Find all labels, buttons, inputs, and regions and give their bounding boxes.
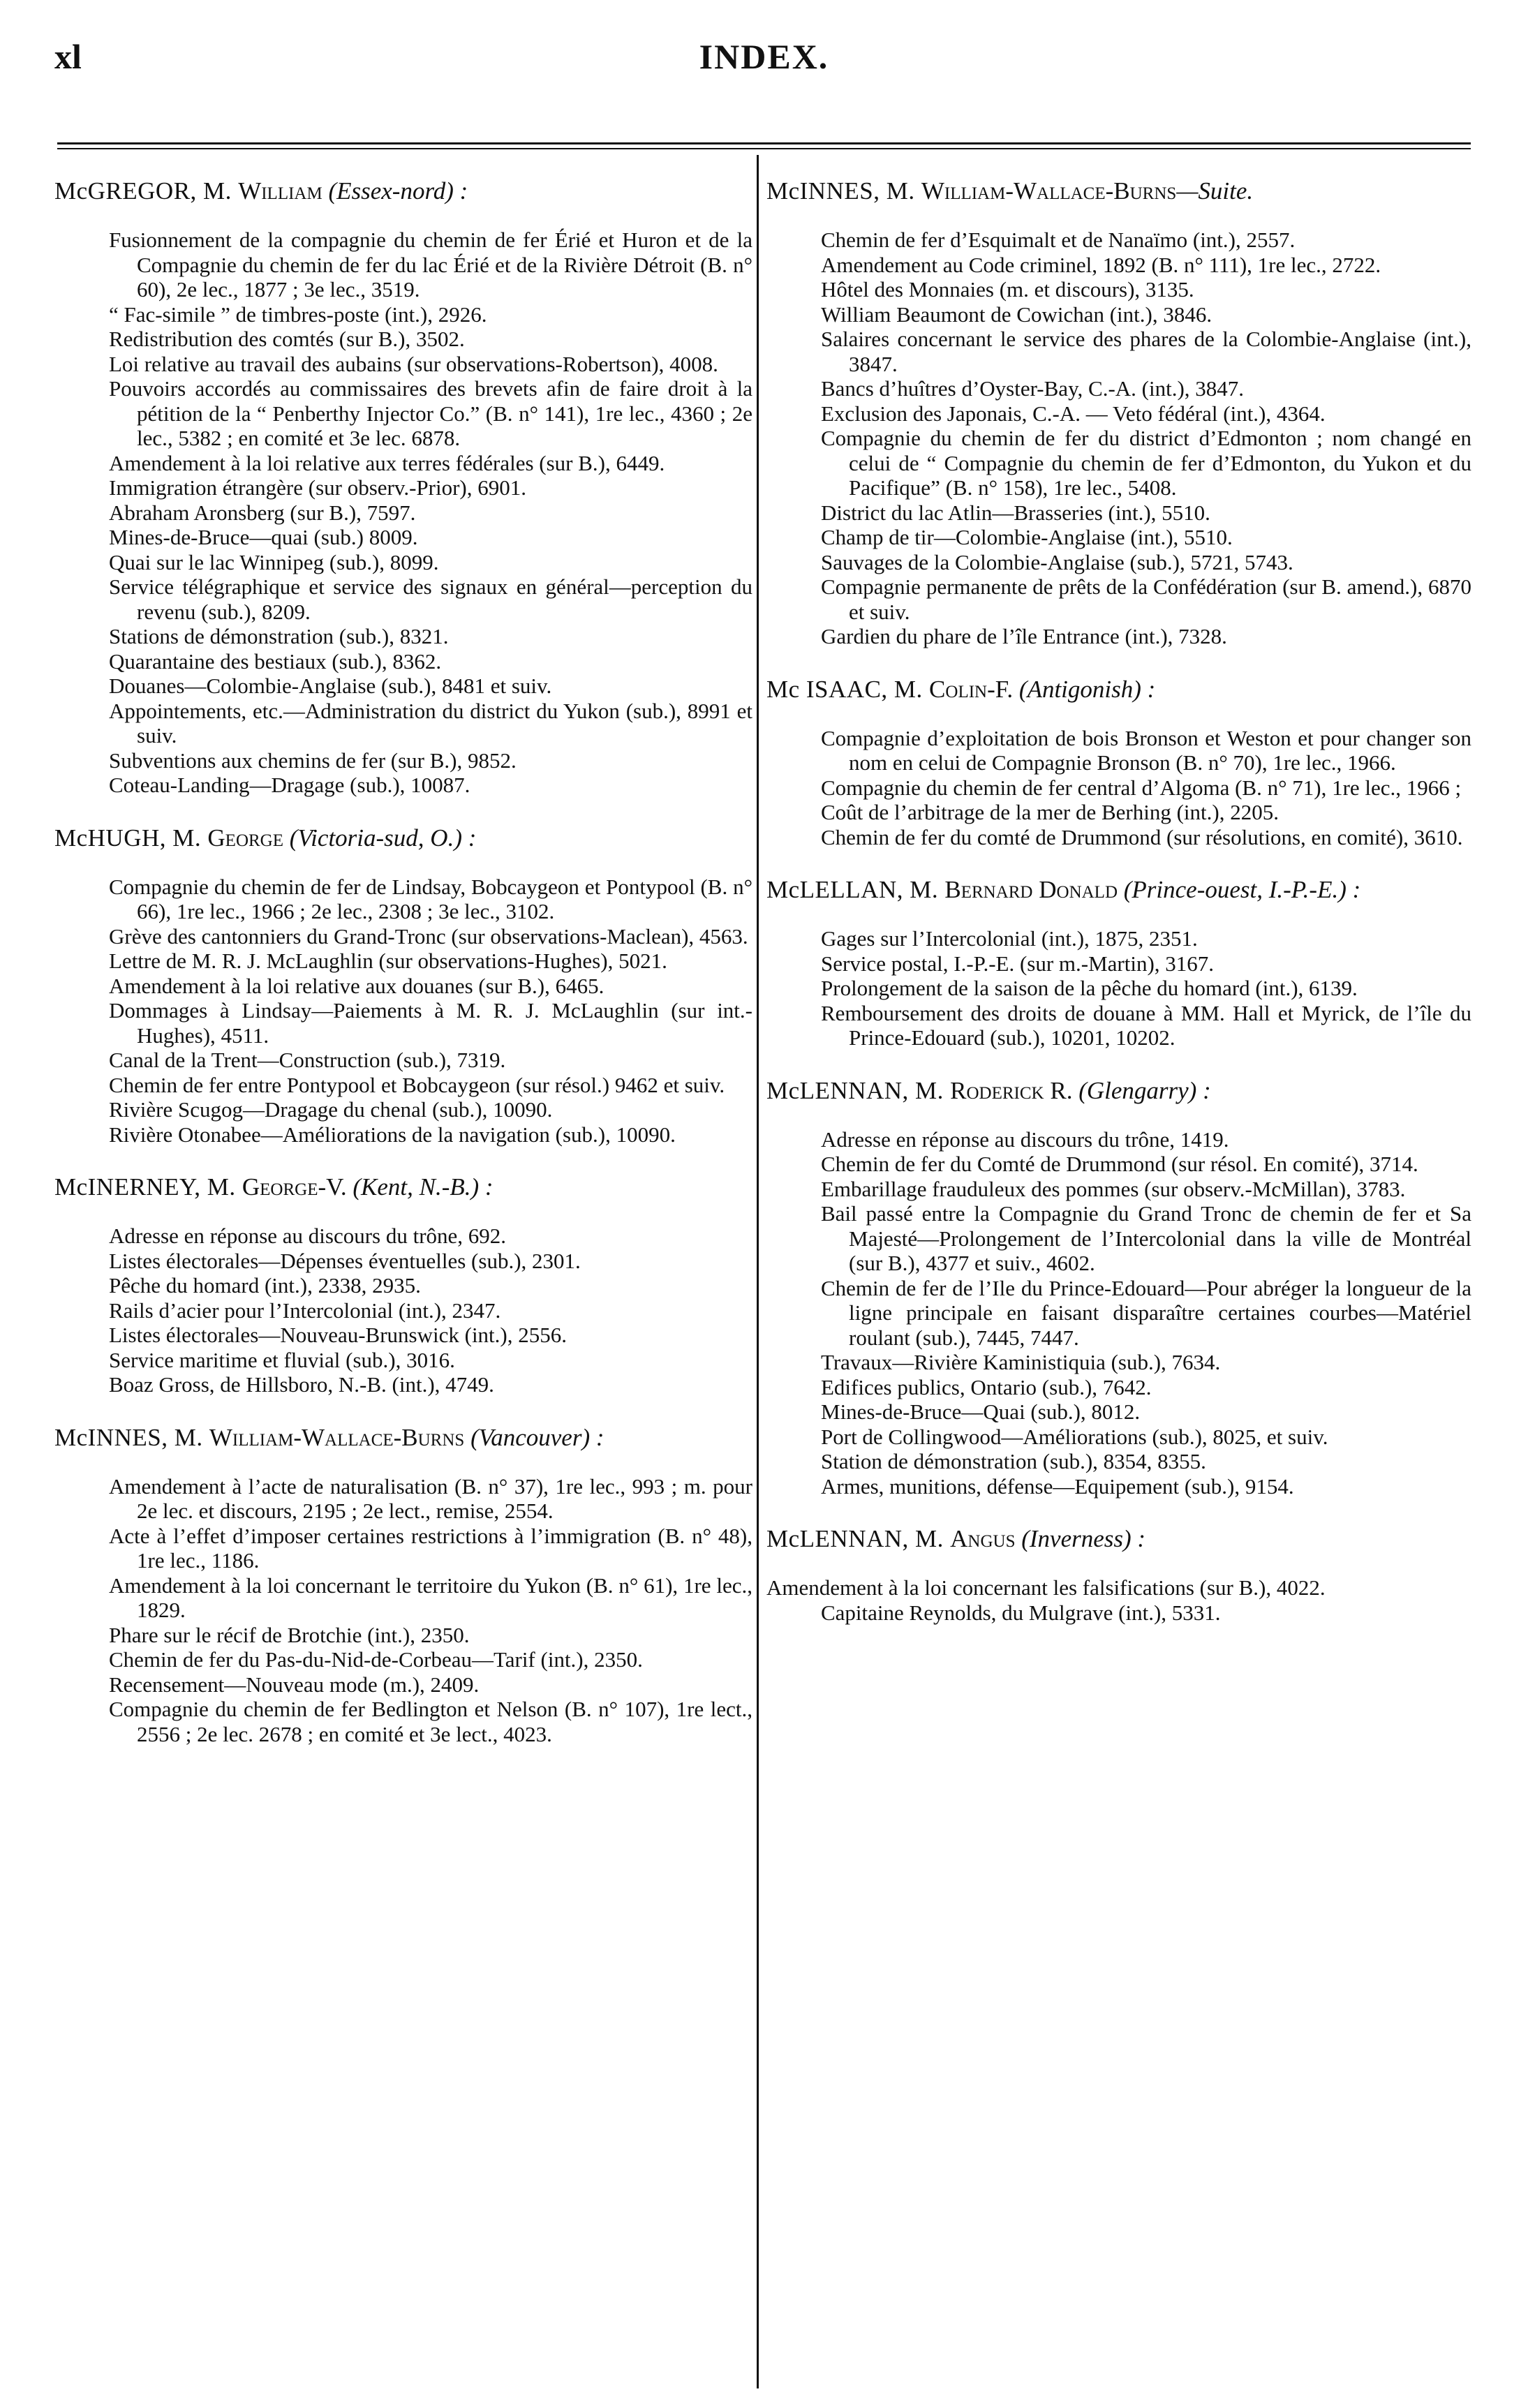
index-item: Service postal, I.-P.-E. (sur m.-Martin), 3167.	[821, 951, 1215, 976]
member-surname: McINNES, M.	[766, 177, 921, 205]
entry-items	[54, 875, 752, 1147]
entry-heading	[766, 1076, 1471, 1106]
index-item: Rivière Scugog—Dragage du chenal (sub.), 10090.	[109, 1097, 553, 1122]
member-given-name: Angus	[950, 1525, 1016, 1552]
index-item: Boaz Gross, de Hillsboro, N.-B. (int.), 4749.	[109, 1372, 494, 1397]
index-item: Chemin de fer du Pas-du-Nid-de-Corbeau—Tarif (int.), 2350.	[109, 1647, 643, 1672]
member-surname: McHUGH, M.	[54, 824, 208, 852]
index-item: Chemin de fer de l’Ile du Prince-Edouard—Pour abréger la longueur de la ligne principale en faisant disparaître certaines courbes—Matériel roulant (sub.), 7445, 7447.	[821, 1275, 1471, 1350]
index-item: Listes électorales—Dépenses éventuelles (sub.), 2301.	[109, 1248, 581, 1273]
member-surname: McINNES, M.	[54, 1423, 209, 1451]
entry-heading	[766, 674, 1471, 705]
member-surname: McGREGOR, M.	[54, 177, 239, 205]
entry-items	[766, 1575, 1471, 1625]
member-riding: (Prince-ouest, I.-P.-E.) :	[1118, 876, 1361, 903]
index-item: Armes, munitions, défense—Equipement (sub.), 9154.	[821, 1473, 1294, 1499]
index-item: Grève des cantonniers du Grand-Tronc (sur observations-Maclean), 4563.	[109, 923, 748, 949]
entry-heading	[54, 176, 752, 207]
index-item: Sauvages de la Colombie-Anglaise (sub.), 5721, 5743.	[821, 549, 1293, 574]
entry-heading	[54, 1422, 752, 1453]
index-item: Remboursement des droits de douane à MM. Hall et Myrick, de l’île du Prince-Edouard (sub.), 10201, 10202.	[821, 1000, 1471, 1050]
index-item: Dommages à Lindsay—Paiements à M. R. J. McLaughlin (sur int.-Hughes), 4511.	[109, 998, 752, 1048]
index-item: Fusionnement de la compagnie du chemin de fer Érié et Huron et de la Compagnie du chemin de fer du lac Érié et de la Rivière Détroit (B. n° 60), 2e lec., 1877 ; 3e lec., 3519.	[109, 228, 752, 302]
index-item: Adresse en réponse au discours du trône, 692.	[109, 1224, 507, 1248]
entry-items	[54, 228, 752, 798]
index-item: Champ de tir—Colombie-Anglaise (int.), 5510.	[821, 525, 1233, 549]
left-column	[54, 176, 752, 1771]
index-entry	[54, 176, 752, 798]
member-riding: (Vancouver) :	[464, 1423, 604, 1451]
entry-items	[766, 228, 1471, 649]
index-item: Station de démonstration (sub.), 8354, 8355.	[821, 1449, 1206, 1473]
index-entry	[766, 674, 1471, 850]
index-item: Port de Collingwood—Améliorations (sub.), 8025, et suiv.	[821, 1424, 1328, 1449]
index-entry	[54, 1172, 752, 1397]
entry-heading	[54, 1172, 752, 1203]
index-item: Bail passé entre la Compagnie du Grand Tronc de chemin de fer et Sa Majesté—Prolongement de l’Intercolonial dans la ville de Montréal (sur B.), 4377 et suiv., 4602.	[821, 1201, 1471, 1275]
index-item: Chemin de fer entre Pontypool et Bobcaygeon (sur résol.) 9462 et suiv.	[109, 1072, 725, 1097]
member-surname: McLELLAN, M.	[766, 876, 945, 903]
member-given-name: Colin-F.	[929, 675, 1014, 703]
entry-heading	[766, 1524, 1471, 1554]
index-item: Rivière Otonabee—Améliorations de la navigation (sub.), 10090.	[109, 1122, 676, 1147]
member-given-name: William	[238, 177, 322, 205]
index-entry	[54, 1422, 752, 1747]
member-given-name: William-Wallace-Burns	[921, 177, 1177, 205]
index-item: Travaux—Rivière Kaministiquia (sub.), 7634.	[821, 1350, 1221, 1374]
entry-items	[54, 1224, 752, 1397]
member-riding: —Suite.	[1176, 177, 1254, 205]
member-riding: (Glengarry) :	[1072, 1076, 1211, 1104]
index-item: Listes électorales—Nouveau-Brunswick (int.), 2556.	[109, 1323, 567, 1347]
index-item: Compagnie du chemin de fer du district d’Edmonton ; nom changé en celui de “ Compagnie du chemin de fer d’Edmonton, du Yukon et du Pacifique” (B. n° 158), 1re lec., 5408.	[821, 426, 1471, 500]
index-item: Compagnie d’exploitation de bois Bronson et Weston et pour changer son nom en celui de Compagnie Bronson (B. n° 70), 1re lec., 1966.	[821, 725, 1471, 775]
index-item: Acte à l’effet d’imposer certaines restrictions à l’immigration (B. n° 48), 1re lec., 1186.	[109, 1523, 752, 1573]
index-item: Gardien du phare de l’île Entrance (int.), 7328.	[821, 624, 1227, 648]
index-entry	[766, 1524, 1471, 1625]
entry-items	[766, 726, 1471, 850]
member-surname: McINERNEY, M.	[54, 1173, 242, 1201]
index-item: Lettre de M. R. J. McLaughlin (sur observations-Hughes), 5021.	[109, 949, 667, 973]
header-rule-secondary	[57, 148, 1471, 149]
index-item: Edifices publics, Ontario (sub.), 7642.	[821, 1374, 1152, 1399]
index-item: Recensement—Nouveau mode (m.), 2409.	[109, 1672, 480, 1697]
entry-heading	[766, 176, 1471, 207]
member-given-name: William-Wallace-Burns	[209, 1423, 465, 1451]
index-item: Pêche du homard (int.), 2338, 2935.	[109, 1273, 421, 1298]
index-item: Redistribution des comtés (sur B.), 3502.	[109, 327, 465, 351]
member-given-name: Bernard Donald	[944, 876, 1118, 903]
index-item: Chemin de fer du Comté de Drummond (sur résol. En comité), 3714.	[821, 1152, 1418, 1176]
entry-heading	[54, 823, 752, 854]
member-surname: McLENNAN, M.	[766, 1076, 951, 1104]
index-entry	[766, 875, 1471, 1050]
entry-items	[766, 1127, 1471, 1499]
index-item: Service maritime et fluvial (sub.), 3016.	[109, 1347, 455, 1372]
member-given-name: George-V.	[242, 1173, 347, 1201]
index-item: Chemin de fer d’Esquimalt et de Nanaïmo (int.), 2557.	[821, 228, 1296, 252]
index-item: Rails d’acier pour l’Intercolonial (int.), 2347.	[109, 1298, 501, 1323]
index-item: Exclusion des Japonais, C.-A. — Veto fédéral (int.), 4364.	[821, 401, 1326, 426]
index-item: District du lac Atlin—Brasseries (int.), 5510.	[821, 500, 1210, 525]
entry-items	[54, 1474, 752, 1747]
index-item: Amendement à la loi concernant les falsifications (sur B.), 4022.	[766, 1575, 1326, 1600]
index-entry	[766, 176, 1471, 649]
member-surname: McLENNAN, M.	[766, 1525, 951, 1552]
index-item: Douanes—Colombie-Anglaise (sub.), 8481 et suiv.	[109, 674, 552, 698]
page-number: xl	[54, 37, 82, 76]
index-item: William Beaumont de Cowichan (int.), 3846.	[821, 302, 1212, 327]
index-item: Stations de démonstration (sub.), 8321.	[109, 624, 449, 648]
index-item: Coteau-Landing—Dragage (sub.), 10087.	[109, 773, 470, 797]
index-item: Compagnie du chemin de fer central d’Algoma (B. n° 71), 1re lec., 1966 ;	[821, 775, 1462, 800]
member-riding: (Essex-nord) :	[322, 177, 468, 205]
member-riding: (Antigonish) :	[1013, 675, 1156, 703]
index-item: Amendement à la loi relative aux terres fédérales (sur B.), 6449.	[109, 450, 665, 475]
index-item: Prolongement de la saison de la pêche du homard (int.), 6139.	[821, 976, 1358, 1000]
member-given-name: Roderick R.	[950, 1076, 1073, 1104]
member-surname: Mc ISAAC, M.	[766, 675, 930, 703]
index-item: “ Fac-simile ” de timbres-poste (int.), 2926.	[109, 302, 487, 327]
index-item: Embarillage frauduleux des pommes (sur observ.-McMillan), 3783.	[821, 1176, 1406, 1201]
index-item: Quai sur le lac Winnipeg (sub.), 8099.	[109, 549, 439, 574]
entry-items	[766, 926, 1471, 1050]
index-entry	[54, 823, 752, 1147]
member-given-name: George	[207, 824, 283, 852]
index-entry	[766, 1076, 1471, 1499]
index-item: Adresse en réponse au discours du trône, 1419.	[821, 1127, 1229, 1152]
index-item: Pouvoirs accordés au commissaires des brevets afin de faire droit à la pétition de la “ Penberthy Injector Co.” (B. n° 141), 1re lec., 4360 ; 2e lec., 5382 ; en comité et 3e lec. 6878.	[109, 376, 752, 450]
index-item: Appointements, etc.—Administration du district du Yukon (sub.), 8991 et suiv.	[109, 698, 752, 748]
index-item: Phare sur le récif de Brotchie (int.), 2350.	[109, 1622, 470, 1647]
index-item: Bancs d’huîtres d’Oyster-Bay, C.-A. (int.), 3847.	[821, 376, 1245, 401]
index-item: Compagnie permanente de prêts de la Confédération (sur B. amend.), 6870 et suiv.	[821, 574, 1471, 624]
index-item: Service télégraphique et service des signaux en général—perception du revenu (sub.), 8209.	[109, 574, 752, 624]
index-item: Subventions aux chemins de fer (sur B.), 9852.	[109, 748, 517, 773]
index-item: Loi relative au travail des aubains (sur observations-Robertson), 4008.	[109, 351, 718, 376]
index-item: Coût de l’arbitrage de la mer de Berhing (int.), 2205.	[821, 800, 1279, 824]
index-item: Immigration étrangère (sur observ.-Prior), 6901.	[109, 475, 527, 500]
entry-heading	[766, 875, 1471, 905]
right-column	[766, 176, 1471, 1650]
index-item: Hôtel des Monnaies (m. et discours), 3135.	[821, 277, 1194, 302]
header-rule	[57, 142, 1471, 144]
index-item: Mines-de-Bruce—quai (sub.) 8009.	[109, 525, 418, 549]
page-title: INDEX.	[699, 37, 829, 76]
index-item: Compagnie du chemin de fer de Lindsay, Bobcaygeon et Pontypool (B. n° 66), 1re lec., 1966 ; 2e lec., 2308 ; 3e lec., 3102.	[109, 874, 752, 923]
member-riding: (Victoria-sud, O.) :	[283, 824, 477, 852]
column-divider	[757, 155, 759, 2388]
index-item: Compagnie du chemin de fer Bedlington et Nelson (B. n° 107), 1re lect., 2556 ; 2e lec. 2678 ; en comité et 3e lect., 4023.	[109, 1697, 752, 1746]
index-item: Amendement au Code criminel, 1892 (B. n° 111), 1re lec., 2722.	[821, 252, 1381, 277]
member-riding: (Inverness) :	[1015, 1525, 1146, 1552]
index-item: Abraham Aronsberg (sur B.), 7597.	[109, 500, 416, 525]
index-item: Gages sur l’Intercolonial (int.), 1875, 2351.	[821, 926, 1198, 951]
index-item: Amendement à l’acte de naturalisation (B. n° 37), 1re lec., 993 ; m. pour 2e lec. et discours, 2195 ; 2e lect., remise, 2554.	[109, 1473, 752, 1523]
index-item: Amendement à la loi concernant le territoire du Yukon (B. n° 61), 1re lec., 1829.	[109, 1573, 752, 1622]
index-item: Capitaine Reynolds, du Mulgrave (int.), 5331.	[821, 1600, 1221, 1625]
index-item: Canal de la Trent—Construction (sub.), 7319.	[109, 1048, 506, 1072]
member-riding: (Kent, N.-B.) :	[346, 1173, 494, 1201]
index-item: Amendement à la loi relative aux douanes (sur B.), 6465.	[109, 973, 604, 998]
index-item: Quarantaine des bestiaux (sub.), 8362.	[109, 648, 442, 674]
index-item: Chemin de fer du comté de Drummond (sur résolutions, en comité), 3610.	[821, 824, 1463, 849]
index-item: Mines-de-Bruce—Quai (sub.), 8012.	[821, 1399, 1141, 1424]
index-item: Salaires concernant le service des phares de la Colombie-Anglaise (int.), 3847.	[821, 327, 1471, 376]
